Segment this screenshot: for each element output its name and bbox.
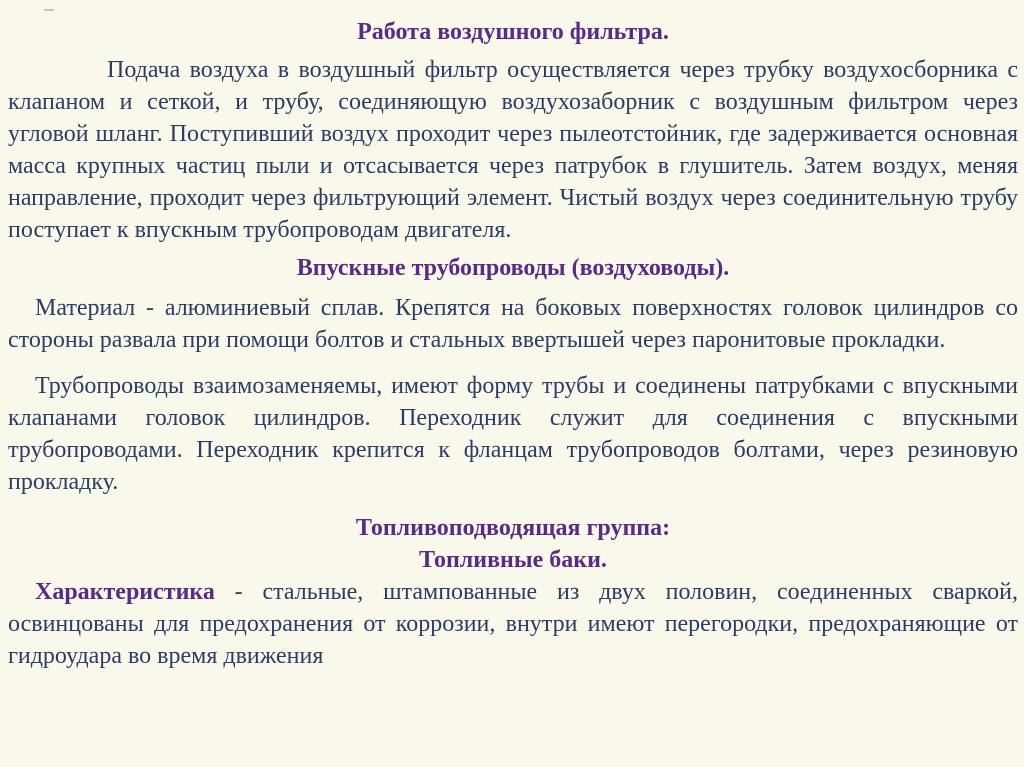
characteristic-term: Характеристика — [35, 579, 215, 605]
paragraph-air-filter: Подача воздуха в воздушный фильтр осуществляется через трубку воздухосборника с клапаном и сеткой, и трубу, соединяющую воздухозаборник с воздушным фильтром через угловой шланг. Поступивший воздух проходит через пылеотстойник, где задерживается основная масса крупных частиц пыли и отсасывается через патрубок в глушитель. Затем воздух, меняя направление, проходит через фильтрующий элемент. Чистый воздух через соединительную трубу поступает к впускным трубопроводам двигателя. — [8, 57, 1018, 243]
paragraph-pipes: Трубопроводы взаимозаменяемы, имеют форму трубы и соединены патрубками с впускными клапанами головок цилиндров. Переходник служит для соединения с впускными трубопроводами. Переходник крепится к фланцам трубопроводов болтами, через резиновую прокладку. — [8, 373, 1018, 495]
heading-intake-pipes: Впускные трубопроводы (воздуховоды). — [296, 255, 730, 281]
characteristic-text: - стальные, штампованные из двух половин, соединенных сваркой, освинцованы для предохранения от коррозии, внутри имеют перегородки, предохраняющие от гидроудара во время движения — [8, 579, 1018, 669]
slide-text — [8, 16, 1018, 672]
heading-fuel-group: Топливоподводящая группа: — [355, 515, 671, 541]
paragraph-characteristic — [8, 576, 1018, 672]
heading-fuel-tanks: Топливные баки. — [419, 547, 607, 573]
paragraph-material: Материал - алюминиевый сплав. Крепятся на боковых поверхностях головок цилиндров со стороны развала при помощи болтов и стальных ввертышей через паронитовые прокладки. — [8, 295, 1018, 353]
heading-air-filter: Работа воздушного фильтра. — [357, 19, 669, 45]
corner-mark-icon — [44, 8, 54, 12]
